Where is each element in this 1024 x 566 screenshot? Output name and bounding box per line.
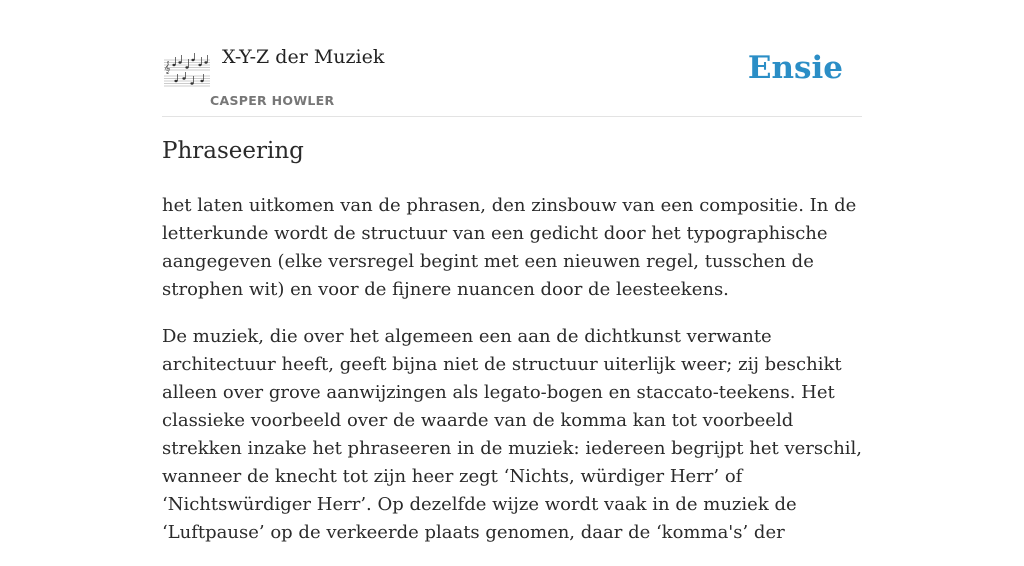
header	[162, 40, 862, 117]
svg-text:𝄞: 𝄞	[164, 61, 171, 74]
sheet-music-icon[interactable]	[162, 46, 212, 90]
book-title[interactable]: X-Y-Z der Muziek	[222, 46, 385, 68]
author-name[interactable]: CASPER HOWLER	[210, 93, 335, 108]
brand-logo[interactable]: Ensie	[747, 50, 843, 86]
paragraph: het laten uitkomen van de phrasen, den zinsbouw van een compositie. In de letterkunde wordt de structuur van een gedicht door het typographische aangegeven (elke versregel begint met een nieuwen regel, tusschen de strophen wit) en voor de fijnere nuancen door de leesteekens.	[162, 195, 857, 300]
entry-content	[162, 192, 866, 566]
paragraph: De muziek, die over het algemeen een aan de dichtkunst verwante architectuur heeft, geeft bijna niet de structuur uiterlijk weer; zij beschikt alleen over grove aanwijzingen als legato-bogen en staccato-teekens. Het classieke voorbeeld over de waarde van de komma kan tot voorbeeld strekken inzake het phraseeren in de muziek: iedereen begrijpt het verschil, wanneer de knecht tot zijn heer zegt ‘Nichts, würdiger Herr’ of ‘Nichtswürdiger Herr’. Op dezelfde wijze wordt vaak in de muziek de ‘Luftpause’ op de verkeerde plaats genomen, daar de ‘komma's’ der	[162, 326, 863, 543]
entry-title: Phraseering	[162, 138, 304, 164]
